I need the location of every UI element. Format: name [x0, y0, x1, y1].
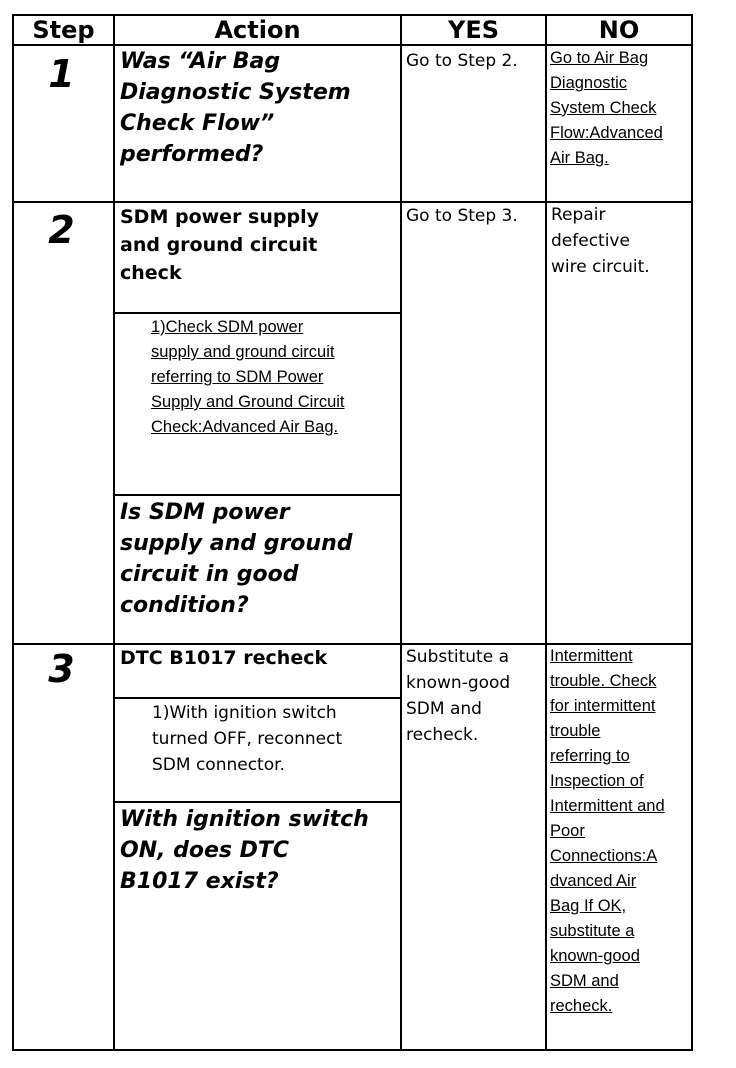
yes-text: Go to Step 3.	[406, 206, 518, 226]
header-no: NO	[598, 16, 640, 44]
table-border-left	[12, 14, 14, 1051]
action-col-divider	[400, 14, 402, 1051]
action-title: SDM power supply and ground circuit check	[120, 206, 319, 284]
header-action: Action	[214, 16, 301, 44]
action-title: DTC B1017 recheck	[120, 647, 328, 669]
no-link[interactable]	[550, 46, 692, 171]
no-text: Repair defective wire circuit.	[551, 205, 650, 277]
action-question: Was “Air Bag Diagnostic System Check Flow” performed?	[120, 49, 351, 167]
step-number: 2	[48, 208, 75, 252]
no-link-text[interactable]: Intermittent trouble. Check for intermittent trouble referring to Inspection of Intermittent and Poor Connections:A dvanced Air Bag If OK, substitute a known-good SDM and recheck.	[550, 647, 665, 1015]
row2-title-divider	[115, 312, 402, 314]
action-question: With ignition switch ON, does DTC B1017 exist?	[120, 807, 369, 894]
action-substep: 1)With ignition switch turned OFF, reconnect SDM connector.	[152, 703, 343, 775]
substep-link-text[interactable]: 1)Check SDM power supply and ground circuit referring to SDM Power Supply and Ground Circuit Check:Advanced Air Bag.	[151, 318, 345, 436]
step-number: 1	[48, 52, 75, 96]
no-link-text[interactable]: Go to Air Bag Diagnostic System Check Flow:Advanced Air Bag.	[550, 49, 663, 167]
step-number: 3	[48, 647, 75, 691]
yes-text: Go to Step 2.	[406, 51, 518, 71]
no-link[interactable]	[550, 644, 692, 1019]
header-step: Step	[32, 16, 95, 44]
action-substep-link[interactable]	[151, 315, 401, 440]
step-col-divider	[113, 14, 115, 1051]
yes-col-divider	[545, 14, 547, 1051]
row3-substep-divider	[115, 801, 402, 803]
header-yes: YES	[447, 16, 500, 44]
row2-substep-divider	[115, 494, 402, 496]
action-question: Is SDM power supply and ground circuit in good condition?	[120, 500, 353, 618]
yes-text: Substitute a known-good SDM and recheck.	[406, 647, 511, 745]
row3-title-divider	[115, 697, 402, 699]
diagnostic-table	[12, 14, 693, 1051]
